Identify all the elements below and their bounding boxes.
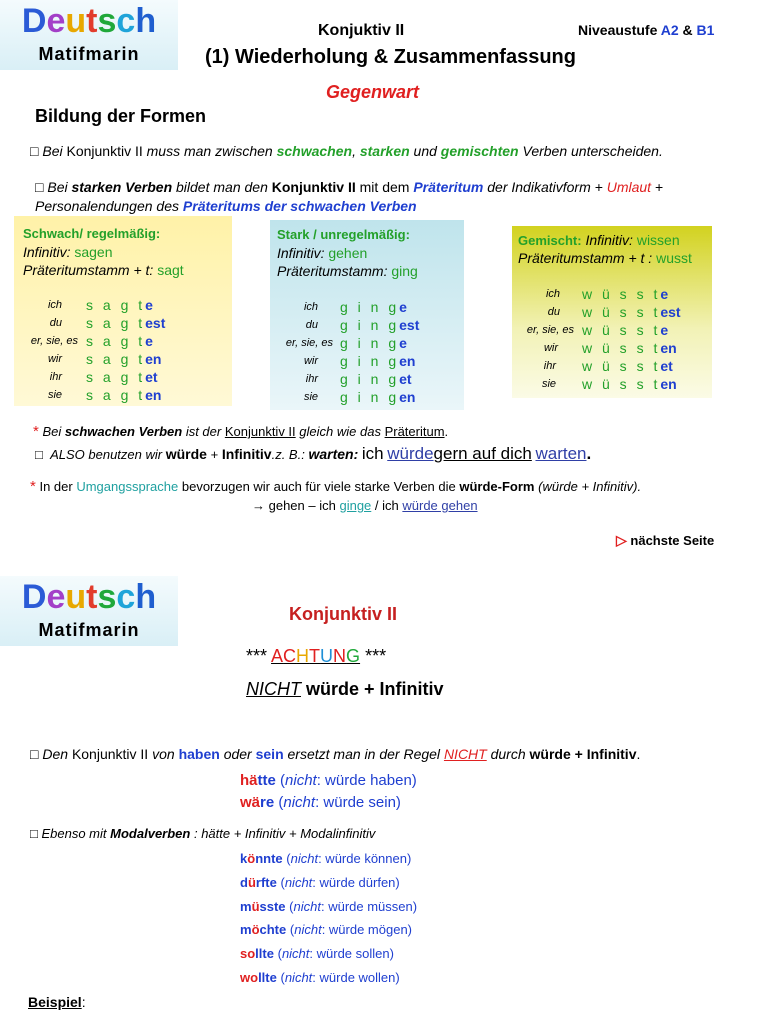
box-line-infinitiv bbox=[23, 244, 113, 260]
text: : würde wollen) bbox=[312, 970, 400, 985]
verb-form bbox=[86, 333, 153, 349]
level-text: Niveaustufe bbox=[578, 22, 658, 38]
text: Präteritumstamm + t: bbox=[23, 262, 154, 278]
ending: en bbox=[399, 353, 416, 369]
conjugation-box-mixed bbox=[512, 226, 712, 398]
text: Den bbox=[42, 746, 69, 762]
ending: et bbox=[399, 371, 412, 387]
box-title: Stark / unregelmäßig: bbox=[277, 227, 410, 242]
page-title: Konjuktiv II bbox=[318, 22, 405, 39]
text: : würde dürfen) bbox=[312, 875, 400, 890]
stem: w ü s s t bbox=[582, 376, 661, 392]
ending: en bbox=[399, 389, 416, 405]
text: durch bbox=[490, 746, 526, 762]
verb-form bbox=[582, 286, 668, 302]
stem: w ü s s t bbox=[582, 322, 661, 338]
text: nicht bbox=[281, 946, 310, 961]
text: nicht bbox=[284, 970, 313, 985]
logo-letter: s bbox=[97, 2, 117, 40]
text: Infinitiv bbox=[221, 446, 272, 462]
form-waere bbox=[240, 794, 401, 811]
text: ist der bbox=[185, 424, 222, 439]
text: Personalendungen des bbox=[35, 198, 180, 214]
pronoun: ihr bbox=[305, 373, 318, 385]
text: ALSO benutzen wir bbox=[50, 447, 163, 462]
text: wusst bbox=[656, 250, 692, 266]
logo-letter: t bbox=[86, 2, 98, 40]
text: würde-Form bbox=[459, 479, 535, 494]
stem: g i n g bbox=[340, 317, 400, 333]
text: Präteritumstamm: bbox=[277, 263, 388, 279]
ending: en bbox=[145, 387, 162, 403]
text: würde bbox=[165, 446, 207, 462]
text: k bbox=[240, 851, 248, 866]
logo-letter: e bbox=[46, 578, 66, 616]
level-b1: B1 bbox=[696, 22, 715, 38]
box-title: Schwach/ regelmäßig: bbox=[23, 226, 161, 241]
verb-form bbox=[86, 387, 161, 403]
text: bevorzugen wir auch für viele starke Verben die bbox=[181, 479, 456, 494]
verb-form bbox=[340, 335, 407, 351]
ending: est bbox=[145, 315, 166, 331]
achtung-word bbox=[271, 646, 360, 666]
text: wä bbox=[240, 794, 261, 811]
logo-letter: e bbox=[46, 2, 66, 40]
ending: e bbox=[145, 333, 153, 349]
pronoun: ich bbox=[47, 299, 62, 311]
stem: s a g t bbox=[86, 369, 146, 385]
text: nicht bbox=[285, 772, 317, 789]
paragraph-1 bbox=[30, 143, 663, 159]
pronoun: wir bbox=[303, 355, 318, 367]
text: ( bbox=[289, 899, 294, 914]
pronoun: er, sie, es bbox=[285, 337, 333, 349]
text: . bbox=[636, 746, 641, 762]
pronoun: sie bbox=[541, 378, 556, 390]
page-title: Konjunktiv II bbox=[289, 604, 397, 624]
text: . bbox=[586, 444, 592, 463]
stem: w ü s s t bbox=[582, 358, 661, 374]
text: wissen bbox=[636, 232, 680, 248]
logo-word bbox=[0, 2, 178, 41]
ending: et bbox=[145, 369, 158, 385]
level-label bbox=[578, 22, 714, 38]
text: warten bbox=[535, 444, 587, 463]
text: / ich bbox=[374, 498, 399, 513]
stem: w ü s s t bbox=[582, 286, 661, 302]
logo-letter: D bbox=[21, 2, 47, 40]
text: , bbox=[352, 143, 356, 159]
note-example bbox=[252, 498, 478, 513]
text: m bbox=[240, 899, 252, 914]
text: mit dem bbox=[359, 179, 410, 195]
text: ü bbox=[251, 899, 260, 914]
text: Konjunktiv II bbox=[71, 746, 149, 762]
play-arrow-icon: ▷ bbox=[616, 532, 627, 548]
text: NICHT bbox=[246, 679, 301, 699]
asterisk: * bbox=[33, 423, 39, 440]
text: ( bbox=[289, 922, 295, 937]
text: + bbox=[210, 447, 219, 462]
text: ( bbox=[280, 970, 285, 985]
text: wo bbox=[240, 970, 259, 985]
text: hä bbox=[240, 772, 258, 789]
text: *** bbox=[246, 646, 268, 666]
text: schwachen Verben bbox=[64, 424, 183, 439]
text: tte bbox=[257, 772, 276, 789]
text: Bei bbox=[47, 179, 68, 195]
text: ü bbox=[247, 875, 256, 890]
pronoun: sie bbox=[47, 389, 62, 401]
text: Beispiel bbox=[28, 994, 82, 1010]
page-subtitle: (1) Wiederholung & Zusammenfassung bbox=[205, 46, 576, 68]
nicht-heading bbox=[246, 679, 444, 700]
checkbox-glyph: □ bbox=[30, 143, 39, 159]
conjugation-box-weak bbox=[14, 216, 232, 406]
paragraph-modalverben bbox=[30, 826, 375, 841]
box-line-stamm bbox=[277, 263, 418, 279]
term-praeteritums: Präteritums der schwachen Verben bbox=[182, 198, 417, 214]
logo-letter: c bbox=[116, 2, 136, 40]
verb-form bbox=[340, 371, 412, 387]
stem: w ü s s t bbox=[582, 304, 661, 320]
text: ging bbox=[391, 263, 418, 279]
text: Präteritumstamm + t : bbox=[518, 250, 653, 266]
text: und bbox=[413, 143, 437, 159]
stem: g i n g bbox=[340, 389, 400, 405]
text: .z. B.: bbox=[271, 447, 305, 462]
paragraph-2 bbox=[35, 178, 725, 216]
checkbox-glyph: □ bbox=[30, 826, 38, 841]
text: nicht bbox=[284, 875, 313, 890]
letter: T bbox=[309, 646, 321, 666]
modal-muesste bbox=[240, 899, 417, 914]
text: ich bbox=[361, 444, 384, 463]
text: sste bbox=[259, 899, 286, 914]
text: ö bbox=[247, 851, 256, 866]
text: Bei bbox=[42, 424, 62, 439]
text: Modalverben bbox=[110, 826, 191, 841]
text: ( bbox=[280, 772, 286, 789]
ending: est bbox=[399, 317, 420, 333]
text: gehen bbox=[328, 245, 368, 261]
verb-form bbox=[582, 358, 673, 374]
text: nicht bbox=[283, 794, 316, 811]
text: sein bbox=[255, 746, 284, 762]
stem: g i n g bbox=[340, 299, 400, 315]
next-page-label: nächste Seite bbox=[630, 533, 715, 548]
text: nicht bbox=[293, 899, 321, 914]
stem: s a g t bbox=[86, 387, 146, 403]
stem: s a g t bbox=[86, 351, 146, 367]
term-umlaut: Umlaut bbox=[606, 179, 652, 195]
pronoun: du bbox=[305, 319, 318, 331]
pronoun: er, sie, es bbox=[526, 324, 574, 336]
stem: g i n g bbox=[340, 335, 400, 351]
note-umgangssprache bbox=[30, 478, 641, 495]
text: gleich wie das bbox=[299, 424, 381, 439]
text: Bei bbox=[42, 143, 63, 159]
level-a2: A2 bbox=[660, 22, 679, 38]
text: → gehen – ich bbox=[252, 498, 336, 513]
verb-form bbox=[340, 389, 415, 405]
level-amp: & bbox=[682, 22, 693, 38]
logo-letter: s bbox=[97, 578, 117, 616]
section-gegenwart: Gegenwart bbox=[326, 82, 420, 102]
text: ( bbox=[277, 946, 282, 961]
text: : würde sollen) bbox=[309, 946, 394, 961]
form-haette bbox=[240, 772, 417, 789]
ending: en bbox=[660, 340, 677, 356]
text: Infinitiv: bbox=[585, 232, 633, 248]
logo bbox=[0, 576, 178, 646]
text: Konjunktiv II bbox=[66, 143, 143, 159]
text: starken Verben bbox=[71, 179, 173, 195]
achtung-heading bbox=[246, 646, 386, 667]
paragraph-haben-sein bbox=[30, 746, 640, 762]
modal-duerfte bbox=[240, 875, 400, 890]
box-line-stamm bbox=[23, 262, 184, 278]
stem: s a g t bbox=[86, 333, 146, 349]
logo-letter: c bbox=[116, 578, 136, 616]
text: llte bbox=[255, 946, 274, 961]
text: (würde + Infinitiv). bbox=[538, 479, 642, 494]
text: so bbox=[240, 946, 256, 961]
ending: et bbox=[660, 358, 673, 374]
checkbox-glyph: □ bbox=[35, 179, 44, 195]
stem: g i n g bbox=[340, 353, 400, 369]
box-title-line bbox=[518, 232, 680, 248]
logo-subtitle: Matifmarin bbox=[38, 44, 140, 64]
heading-bildung: Bildung der Formen bbox=[35, 106, 206, 126]
letter: A bbox=[271, 646, 284, 666]
verb-form bbox=[582, 376, 677, 392]
conjugation-box-strong bbox=[270, 220, 464, 410]
text: oder bbox=[223, 746, 252, 762]
stem: s a g t bbox=[86, 315, 146, 331]
ending: e bbox=[660, 322, 669, 338]
ending: e bbox=[399, 335, 407, 351]
text: Ebenso mit bbox=[41, 826, 107, 841]
modal-sollte bbox=[240, 946, 394, 961]
logo-letter: h bbox=[135, 578, 157, 616]
text: gern auf dich bbox=[433, 444, 532, 463]
stem: g i n g bbox=[340, 371, 400, 387]
term-gemischt: gemischten bbox=[440, 143, 519, 159]
ending: est bbox=[660, 304, 681, 320]
text: ersetzt man in der Regel bbox=[287, 746, 441, 762]
text: ( bbox=[286, 851, 291, 866]
logo-letter: h bbox=[135, 2, 157, 40]
text: ( bbox=[278, 794, 284, 811]
letter: G bbox=[346, 646, 361, 666]
box-line-infinitiv bbox=[277, 245, 367, 261]
verb-form bbox=[86, 351, 161, 367]
text: Konjunktiv II bbox=[271, 179, 356, 195]
verb-form bbox=[340, 299, 407, 315]
text: llte bbox=[258, 970, 277, 985]
text: würde gehen bbox=[402, 498, 478, 513]
asterisk: * bbox=[30, 478, 36, 495]
text: + bbox=[654, 179, 664, 195]
text: Umgangssprache bbox=[76, 479, 179, 494]
stem: w ü s s t bbox=[582, 340, 661, 356]
text: NICHT bbox=[443, 746, 487, 762]
verb-form bbox=[582, 304, 681, 320]
pronoun: ihr bbox=[49, 371, 62, 383]
stem: s a g t bbox=[86, 297, 146, 313]
logo-subtitle: Matifmarin bbox=[38, 620, 140, 640]
text: muss man zwischen bbox=[146, 143, 273, 159]
text: nicht bbox=[290, 851, 319, 866]
text: würde + Infinitiv bbox=[529, 746, 637, 762]
text: sagen bbox=[74, 244, 113, 260]
text: würde bbox=[387, 444, 434, 463]
ending: e bbox=[660, 286, 669, 302]
text: . bbox=[444, 424, 449, 439]
logo-word bbox=[0, 578, 178, 617]
letter: C bbox=[283, 646, 297, 666]
verb-form bbox=[86, 369, 158, 385]
note-also bbox=[35, 444, 591, 464]
text: d bbox=[240, 875, 248, 890]
text: chte bbox=[259, 922, 287, 937]
checkbox-glyph: □ bbox=[30, 746, 39, 762]
text: sagt bbox=[157, 262, 184, 278]
text: : hätte + Infinitiv + Modalinfinitiv bbox=[193, 826, 376, 841]
text: warten: bbox=[308, 446, 359, 462]
text: *** bbox=[365, 646, 387, 666]
letter: H bbox=[296, 646, 310, 666]
pronoun: sie bbox=[303, 391, 318, 403]
logo-letter: u bbox=[65, 578, 87, 616]
pronoun: ich bbox=[545, 288, 560, 300]
text: nicht bbox=[294, 922, 322, 937]
text: nnte bbox=[255, 851, 283, 866]
text: würde + Infinitiv bbox=[306, 679, 444, 699]
text: der Indikativform + bbox=[487, 179, 603, 195]
logo-letter: u bbox=[65, 2, 87, 40]
ending: en bbox=[145, 351, 162, 367]
text: ginge bbox=[339, 498, 372, 513]
term-schwach: schwachen bbox=[276, 143, 353, 159]
text: ( bbox=[280, 875, 285, 890]
verb-form bbox=[340, 317, 419, 333]
text: Konjunktiv II bbox=[224, 424, 296, 439]
pronoun: ich bbox=[303, 301, 318, 313]
pronoun: wir bbox=[47, 353, 62, 365]
text: ö bbox=[251, 922, 260, 937]
text: m bbox=[240, 922, 252, 937]
letter: N bbox=[333, 646, 347, 666]
text: : würde mögen) bbox=[321, 922, 413, 937]
pronoun: ihr bbox=[543, 360, 556, 372]
ending: en bbox=[660, 376, 677, 392]
text: : würde sein) bbox=[315, 794, 401, 811]
text: : würde müssen) bbox=[320, 899, 418, 914]
next-page-link[interactable] bbox=[616, 532, 714, 549]
verb-form bbox=[86, 297, 153, 313]
checkbox-glyph: □ bbox=[35, 447, 43, 462]
text: : würde können) bbox=[318, 851, 412, 866]
box-line-stamm bbox=[518, 250, 692, 266]
pronoun: wir bbox=[543, 342, 558, 354]
text: bildet man den bbox=[176, 179, 268, 195]
text: : bbox=[81, 994, 86, 1010]
text: re bbox=[260, 794, 275, 811]
pronoun: du bbox=[547, 306, 560, 318]
modal-moechte bbox=[240, 922, 412, 937]
text: Infinitiv: bbox=[277, 245, 325, 261]
term-praeteritum: Präteritum bbox=[413, 179, 484, 195]
letter: U bbox=[320, 646, 334, 666]
term-stark: starken bbox=[359, 143, 410, 159]
verb-form bbox=[86, 315, 165, 331]
note-weak-verbs bbox=[33, 423, 448, 440]
ending: e bbox=[399, 299, 407, 315]
text: In der bbox=[39, 479, 73, 494]
verb-form bbox=[582, 322, 668, 338]
beispiel-heading bbox=[28, 994, 86, 1010]
verb-form bbox=[582, 340, 677, 356]
text: Präteritum bbox=[384, 424, 445, 439]
box-title: Gemischt: bbox=[518, 233, 582, 248]
logo-letter: t bbox=[86, 578, 98, 616]
modal-koennte bbox=[240, 851, 411, 866]
logo bbox=[0, 0, 178, 70]
ending: e bbox=[145, 297, 153, 313]
logo-letter: D bbox=[21, 578, 47, 616]
modal-wollte bbox=[240, 970, 400, 985]
pronoun: du bbox=[49, 317, 62, 329]
text: : würde haben) bbox=[316, 772, 417, 789]
verb-form bbox=[340, 353, 415, 369]
pronoun: er, sie, es bbox=[30, 335, 78, 347]
text: Infinitiv: bbox=[23, 244, 71, 260]
text: rfte bbox=[255, 875, 277, 890]
text: von bbox=[152, 746, 175, 762]
text: Verben unterscheiden. bbox=[522, 143, 663, 159]
text: haben bbox=[178, 746, 220, 762]
